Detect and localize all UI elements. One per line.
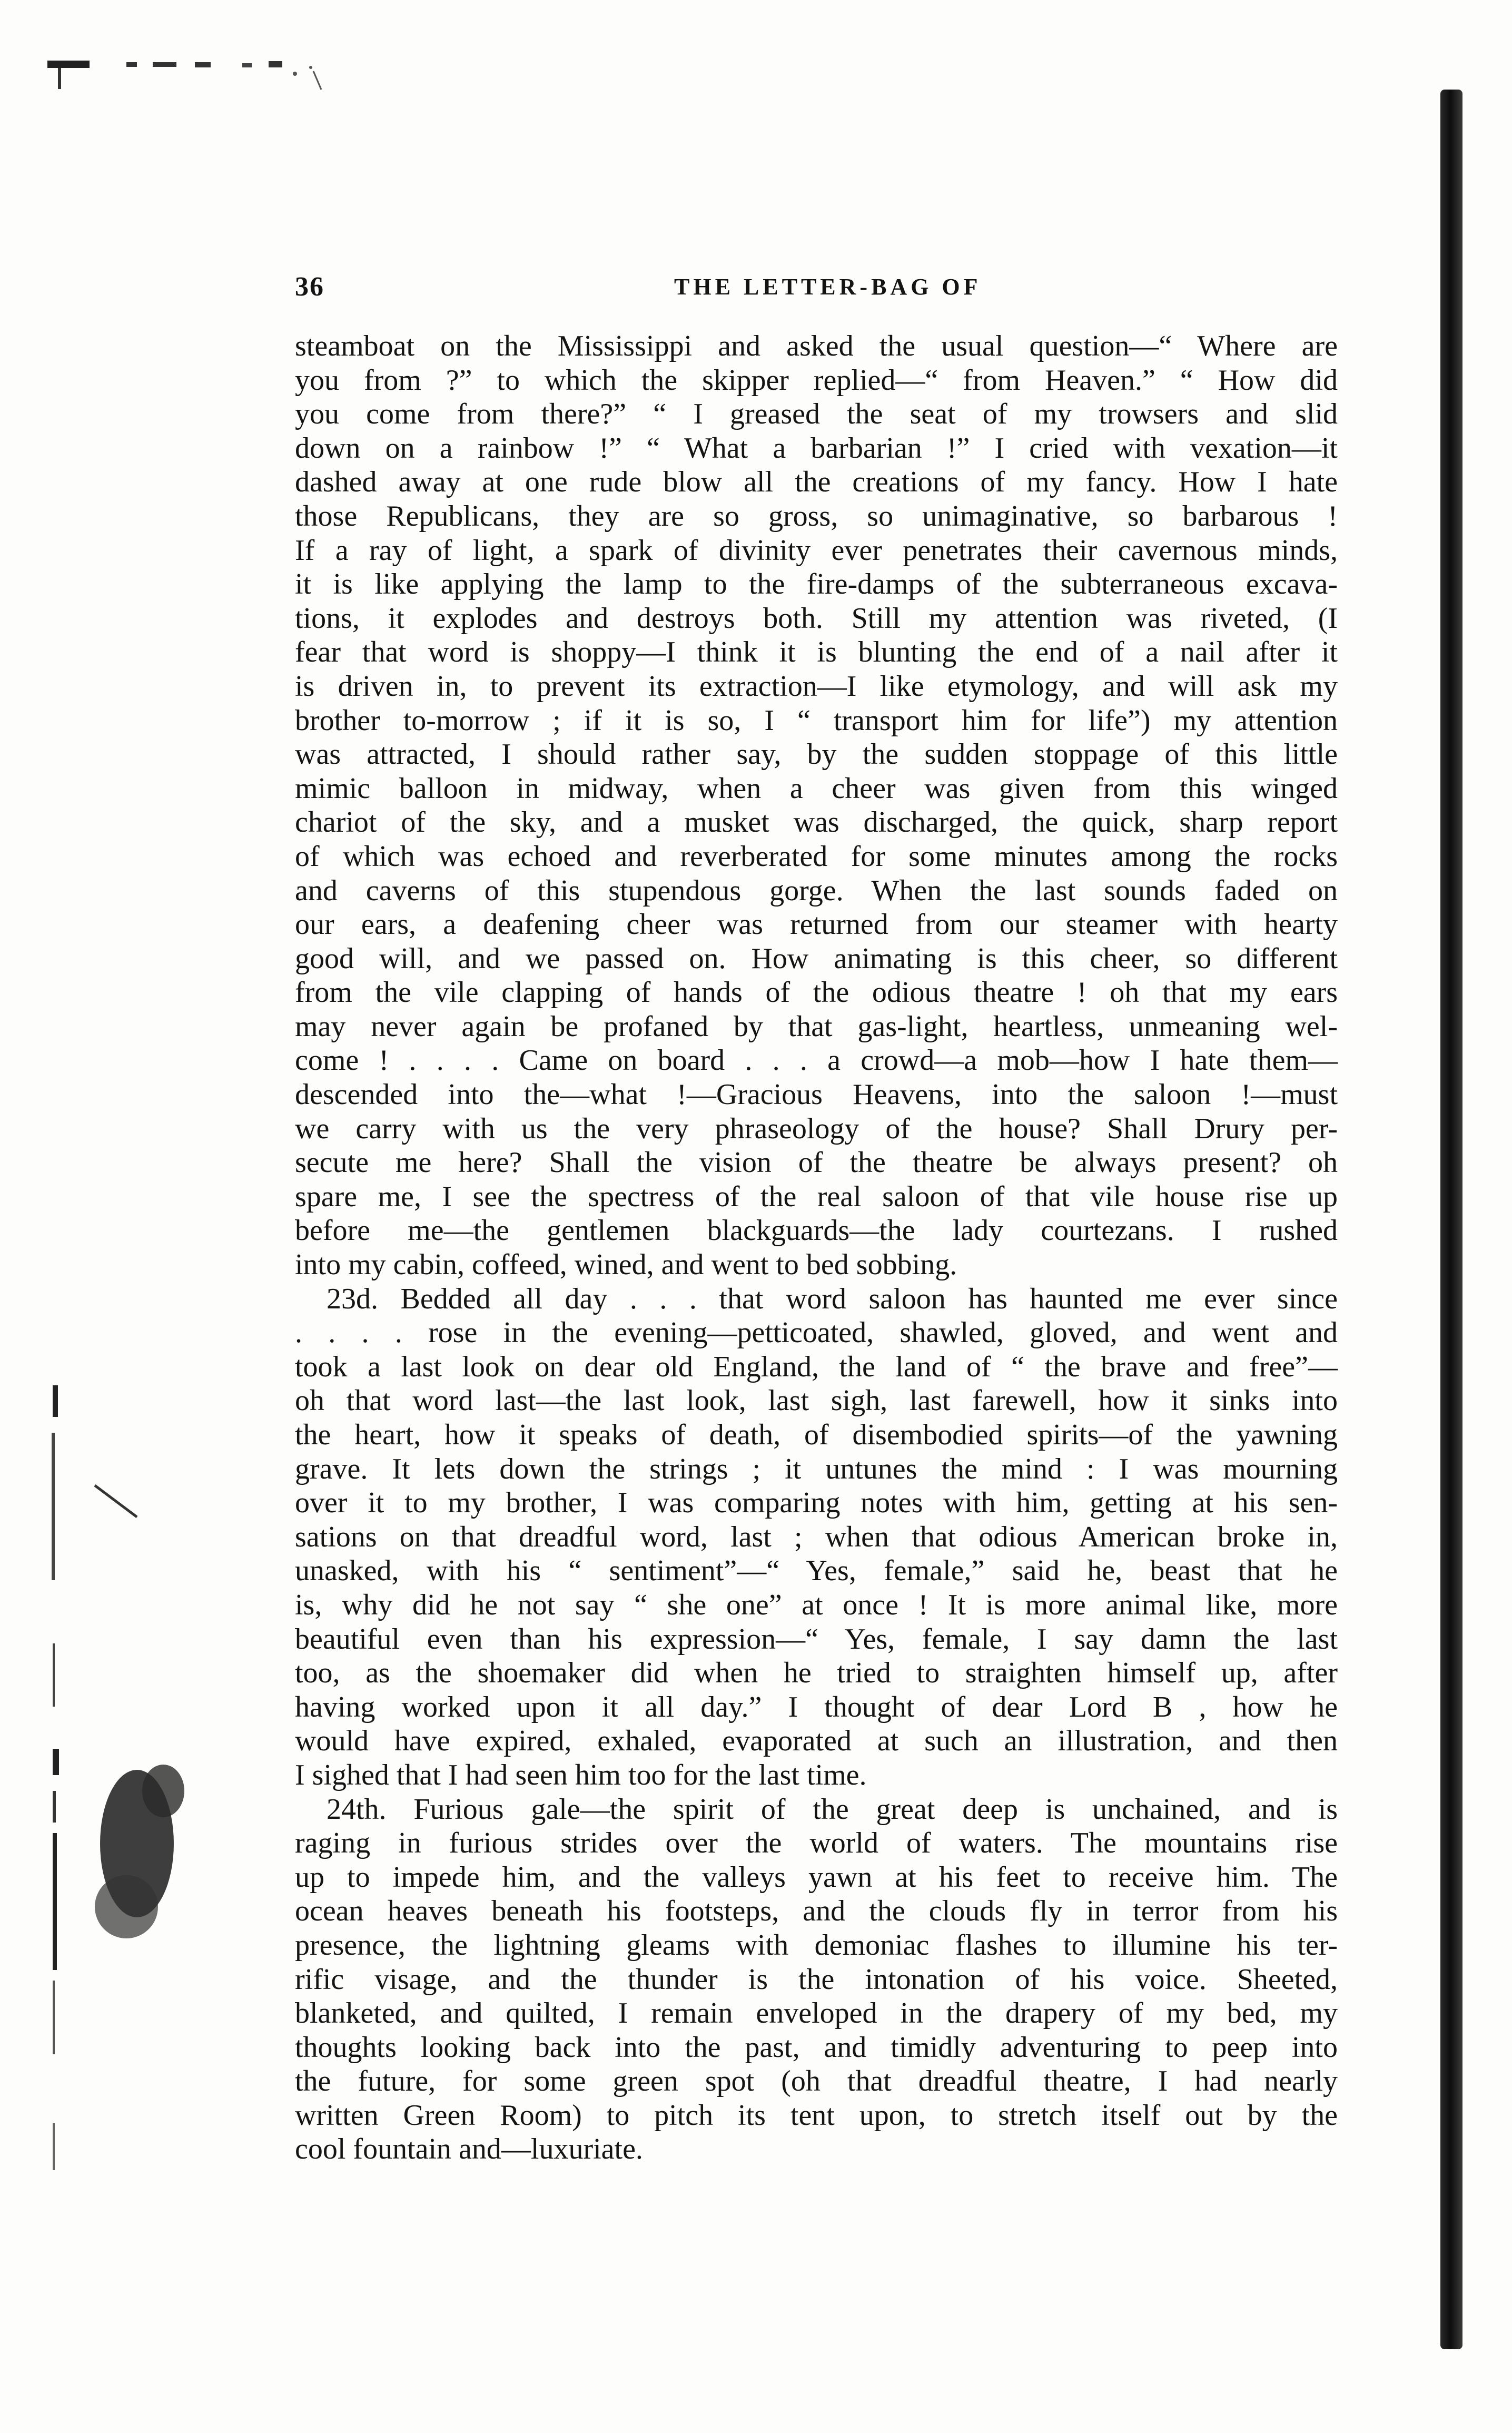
- text-line: would have expired, exhaled, evaporated at such an illustration, and then: [295, 1725, 1338, 1758]
- text-line: and caverns of this stupendous gorge. When the last sounds faded on: [295, 874, 1338, 907]
- text-line: 24th. Furious gale—the spirit of the great deep is unchained, and is: [327, 1792, 1338, 1826]
- text-line: 23d. Bedded all day . . . that word saloon has haunted me ever since: [327, 1282, 1338, 1315]
- body-text: [295, 329, 1338, 2166]
- scan-noise-top: [47, 58, 574, 95]
- text-line: chariot of the sky, and a musket was discharged, the quick, sharp report: [295, 806, 1338, 839]
- text-line: down on a rainbow !” “ What a barbarian !” I cried with vexation—it: [295, 431, 1338, 465]
- text-line: ocean heaves beneath his footsteps, and the clouds fly in terror from his: [295, 1895, 1338, 1928]
- text-line: took a last look on dear old England, the land of “ the brave and free”—: [295, 1350, 1338, 1383]
- scan-edge-shadow: [1440, 90, 1462, 2349]
- text-line: too, as the shoemaker did when he tried to straighten himself up, after: [295, 1657, 1338, 1690]
- text-line: unasked, with his “ sentiment”—“ Yes, female,” said he, beast that he: [295, 1554, 1338, 1588]
- text-line: our ears, a deafening cheer was returned from our steamer with hearty: [295, 908, 1338, 941]
- text-line: come ! . . . . Came on board . . . a crowd—a mob—how I hate them—: [295, 1044, 1338, 1077]
- text-line: having worked upon it all day.” I thought of dear Lord B , how he: [295, 1690, 1338, 1723]
- text-line: sations on that dreadful word, last ; when that odious American broke in,: [295, 1520, 1338, 1553]
- text-line: over it to my brother, I was comparing notes with him, getting at his sen-: [295, 1486, 1338, 1520]
- text-line: it is like applying the lamp to the fire-damps of the subterraneous excava-: [295, 568, 1338, 601]
- text-line: oh that word last—the last look, last sigh, last farewell, how it sinks into: [295, 1384, 1338, 1417]
- text-line: is driven in, to prevent its extraction—I like etymology, and will ask my: [295, 669, 1338, 703]
- text-line: was attracted, I should rather say, by the sudden stoppage of this little: [295, 738, 1338, 771]
- text-line: presence, the lightning gleams with demoniac flashes to illumine his ter-: [295, 1928, 1338, 1962]
- text-line: from the vile clapping of hands of the odious theatre ! oh that my ears: [295, 976, 1338, 1009]
- text-line: may never again be profaned by that gas-light, heartless, unmeaning wel-: [295, 1010, 1338, 1043]
- text-line: you from ?” to which the skipper replied—“ from Heaven.” “ How did: [295, 363, 1338, 397]
- text-line: beautiful even than his expression—“ Yes, female, I say damn the last: [295, 1622, 1338, 1656]
- text-line: raging in furious strides over the world of waters. The mountains rise: [295, 1827, 1338, 1860]
- text-line: up to impede him, and the valleys yawn at his feet to receive him. The: [295, 1860, 1338, 1894]
- text-line: brother to-morrow ; if it is so, I “ transport him for life”) my attention: [295, 704, 1338, 737]
- text-line: blanketed, and quilted, I remain enveloped in the drapery of my bed, my: [295, 1997, 1338, 2030]
- running-title: THE LETTER-BAG OF: [674, 274, 982, 300]
- text-line: If a ray of light, a spark of divinity ever penetrates their cavernous minds,: [295, 534, 1338, 567]
- text-line: rific visage, and the thunder is the intonation of his voice. Sheeted,: [295, 1963, 1338, 1996]
- text-line: spare me, I see the spectress of the real saloon of that vile house rise up: [295, 1180, 1338, 1213]
- text-line: the future, for some green spot (oh that dreadful theatre, I had nearly: [295, 2065, 1338, 2098]
- text-line: fear that word is shoppy—I think it is blunting the end of a nail after it: [295, 636, 1338, 669]
- text-line: of which was echoed and reverberated for some minutes among the rocks: [295, 840, 1338, 873]
- page-header: [295, 271, 1296, 308]
- text-line: written Green Room) to pitch its tent upon, to stretch itself out by the: [295, 2099, 1338, 2132]
- text-line: cool fountain and—luxuriate.: [295, 2133, 643, 2166]
- text-line: those Republicans, they are so gross, so unimaginative, so barbarous !: [295, 499, 1338, 533]
- scan-noise-margin: [32, 1359, 284, 2307]
- text-line: is, why did he not say “ she one” at once ! It is more animal like, more: [295, 1588, 1338, 1621]
- text-line: the heart, how it speaks of death, of disembodied spirits—of the yawning: [295, 1419, 1338, 1451]
- text-line: I sighed that I had seen him too for the last time.: [295, 1758, 867, 1791]
- text-line: . . . . rose in the evening—petticoated, shawled, gloved, and went and: [295, 1316, 1338, 1350]
- text-line: secute me here? Shall the vision of the theatre be always present? oh: [295, 1146, 1338, 1179]
- text-line: you come from there?” “ I greased the seat of my trowsers and slid: [295, 398, 1338, 431]
- text-line: thoughts looking back into the past, and timidly adventuring to peep into: [295, 2031, 1338, 2064]
- text-line: tions, it explodes and destroys both. Still my attention was riveted, (I: [295, 602, 1338, 635]
- text-line: dashed away at one rude blow all the creations of my fancy. How I hate: [295, 466, 1338, 499]
- text-line: mimic balloon in midway, when a cheer was given from this winged: [295, 772, 1338, 805]
- text-line: descended into the—what !—Gracious Heavens, into the saloon !—must: [295, 1078, 1338, 1111]
- text-line: before me—the gentlemen blackguards—the lady courtezans. I rushed: [295, 1214, 1338, 1247]
- text-line: we carry with us the very phraseology of the house? Shall Drury per-: [295, 1112, 1338, 1145]
- text-line: good will, and we passed on. How animating is this cheer, so different: [295, 942, 1338, 975]
- text-line: grave. It lets down the strings ; it untunes the mind : I was mourning: [295, 1452, 1338, 1485]
- page-number: 36: [295, 272, 324, 302]
- text-line: steamboat on the Mississippi and asked the usual question—“ Where are: [295, 330, 1338, 362]
- text-line: into my cabin, coffeed, wined, and went to bed sobbing.: [295, 1248, 957, 1282]
